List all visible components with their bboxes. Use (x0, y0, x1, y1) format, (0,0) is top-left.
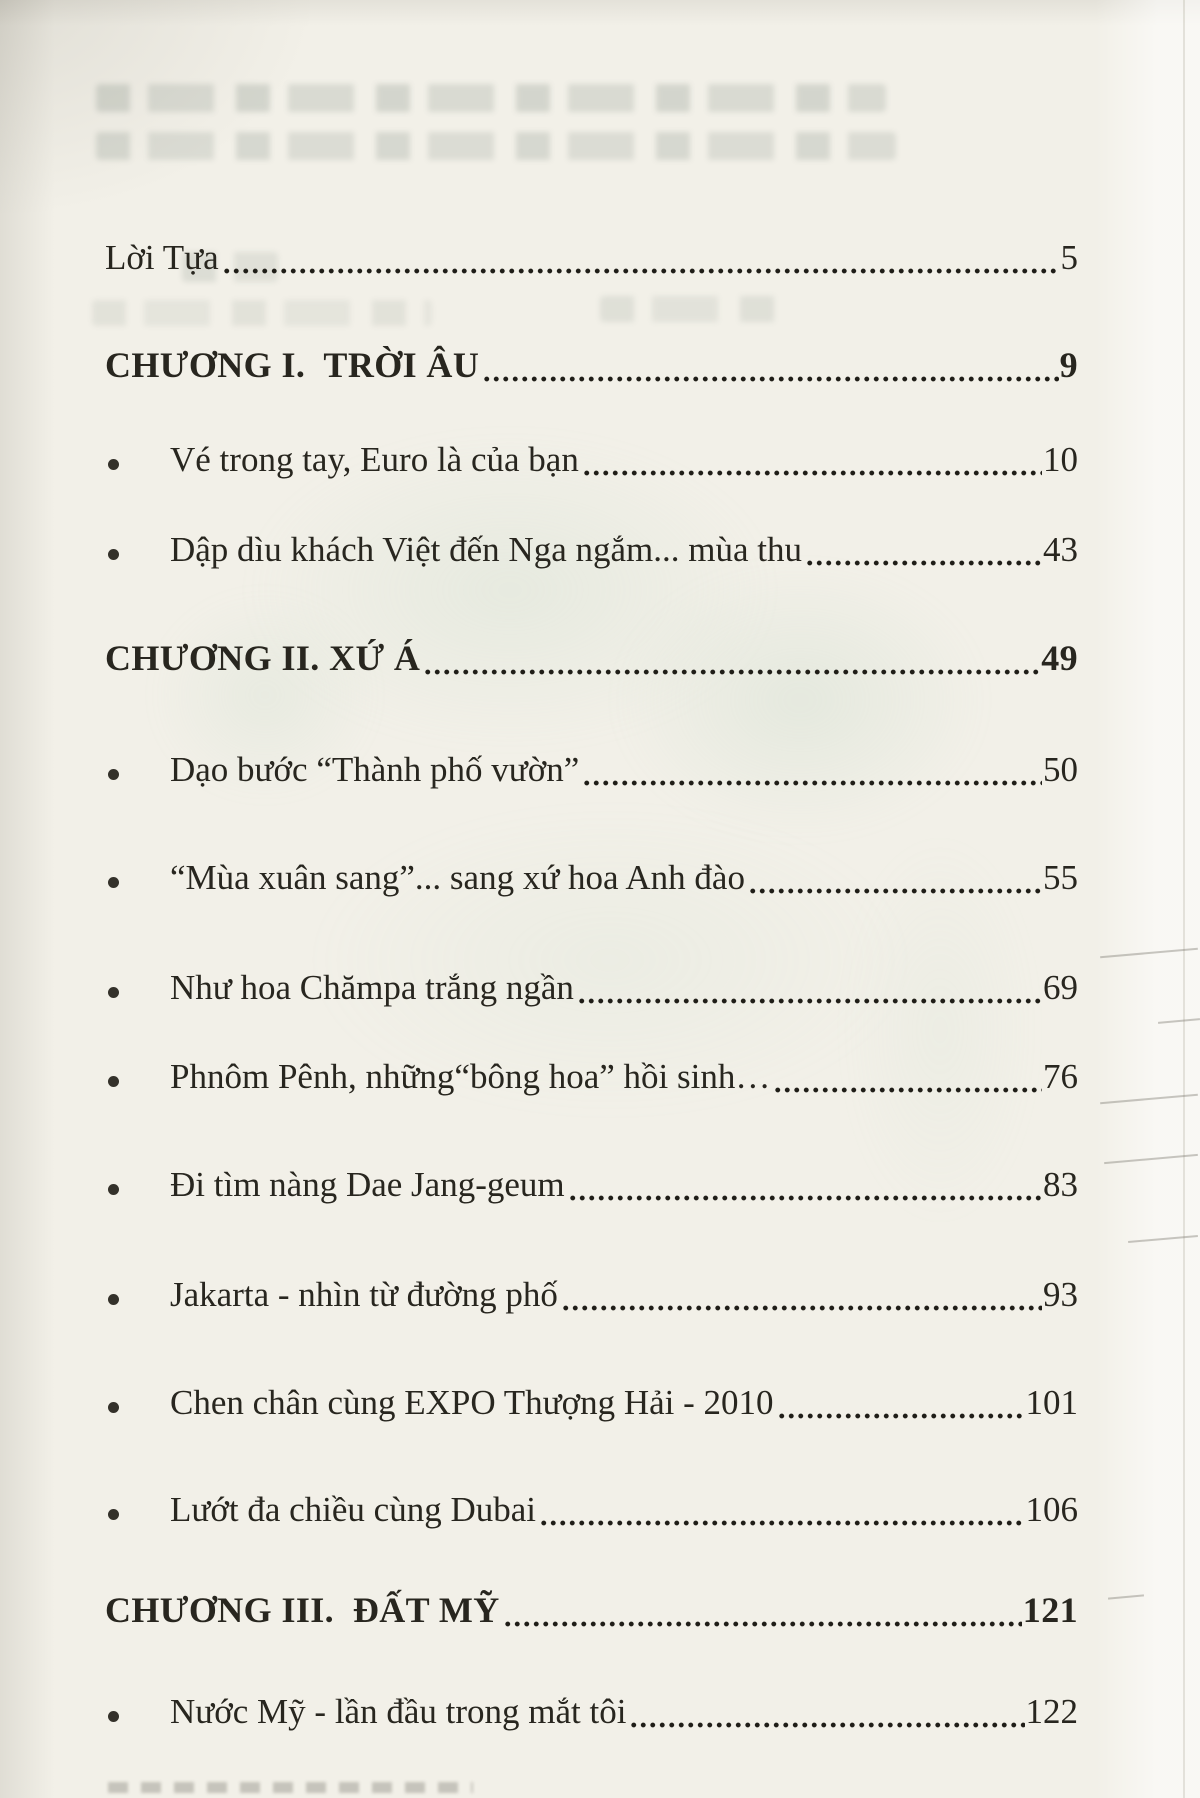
toc-entry-title: Như hoa Chămpa trắng ngần (170, 968, 574, 1007)
toc-row (105, 1689, 1078, 1735)
bullet-icon (108, 1509, 119, 1520)
toc-entry-title: CHƯƠNG II. XỨ Á (105, 638, 421, 678)
dot-leader (773, 1087, 1042, 1093)
bullet-icon (108, 549, 119, 560)
dot-leader (777, 1413, 1025, 1419)
toc-entry-page: 5 (1060, 238, 1078, 277)
dot-leader (561, 1305, 1042, 1311)
toc-entry-title: Lời Tựa (105, 238, 219, 277)
toc-row (105, 235, 1078, 281)
bullet-slot (105, 1076, 170, 1100)
toc-entry-title: Vé trong tay, Euro là của bạn (170, 440, 579, 479)
bullet-slot (105, 769, 170, 793)
toc-entry-page: 69 (1043, 968, 1078, 1007)
toc-row (105, 527, 1078, 573)
bullet-slot (105, 1711, 170, 1735)
bullet-icon (108, 769, 119, 780)
toc-entry-page: 76 (1043, 1057, 1078, 1096)
toc-entry-page: 93 (1043, 1275, 1078, 1314)
bullet-slot (105, 1184, 170, 1208)
page-gutter-shadow (0, 0, 55, 1798)
toc-row (105, 1380, 1078, 1426)
toc-entry-title: Lướt đa chiều cùng Dubai (170, 1490, 536, 1529)
dot-leader (423, 669, 1040, 675)
dot-leader (577, 998, 1042, 1004)
bullet-icon (108, 1184, 119, 1195)
bullet-icon (108, 1711, 119, 1722)
dot-leader (222, 268, 1060, 274)
toc-row (105, 1487, 1078, 1533)
bullet-slot (105, 1294, 170, 1318)
toc-entry-title: CHƯƠNG I. TRỜI ÂU (105, 345, 480, 385)
bullet-icon (108, 459, 119, 470)
bullet-slot (105, 1402, 170, 1426)
dot-leader (503, 1621, 1022, 1627)
toc-row (105, 1587, 1078, 1634)
toc-entry-title: Jakarta - nhìn từ đường phố (170, 1275, 558, 1314)
toc-entry-page: 10 (1043, 440, 1078, 479)
toc-entry-page: 49 (1041, 638, 1078, 678)
toc-row (105, 965, 1078, 1011)
bullet-icon (108, 987, 119, 998)
bullet-slot (105, 987, 170, 1011)
toc-entry-page: 106 (1025, 1490, 1078, 1529)
toc-entry-title: Dập dìu khách Việt đến Nga ngắm... mùa thu (170, 530, 802, 569)
toc-entry-title: CHƯƠNG III. ĐẤT MỸ (105, 1590, 500, 1630)
toc-entry-page: 50 (1043, 750, 1078, 789)
bullet-slot (105, 459, 170, 483)
toc-row (105, 1054, 1078, 1100)
bullet-icon (108, 1294, 119, 1305)
dot-leader (629, 1722, 1024, 1728)
dot-leader (482, 376, 1058, 382)
bullet-slot (105, 877, 170, 901)
dot-leader (748, 888, 1042, 894)
toc-row (105, 747, 1078, 793)
toc-entry-page: 83 (1043, 1165, 1078, 1204)
toc-entry-title: Đi tìm nàng Dae Jang-geum (170, 1165, 565, 1204)
toc-row (105, 342, 1078, 389)
dot-leader (568, 1195, 1042, 1201)
bullet-icon (108, 1402, 119, 1413)
bullet-icon (108, 1076, 119, 1087)
toc-entry-page: 55 (1043, 858, 1078, 897)
toc-row (105, 1162, 1078, 1208)
bullet-slot (105, 1509, 170, 1533)
toc-entry-page: 43 (1043, 530, 1078, 569)
toc-entry-page: 122 (1025, 1692, 1078, 1731)
toc-entry-title: Dạo bước “Thành phố vườn” (170, 750, 580, 789)
toc-row (105, 635, 1078, 682)
toc-entry-title: “Mùa xuân sang”... sang xứ hoa Anh đào (170, 858, 745, 897)
toc-entry-title: Chen chân cùng EXPO Thượng Hải - 2010 (170, 1383, 774, 1422)
toc-row (105, 437, 1078, 483)
toc-entry-title: Nước Mỹ - lần đầu trong mắt tôi (170, 1692, 627, 1731)
page-edge-line (1183, 0, 1185, 1798)
toc-entry-page: 101 (1025, 1383, 1078, 1422)
toc-entry-page: 9 (1059, 345, 1078, 385)
dot-leader (539, 1520, 1025, 1526)
bullet-icon (108, 877, 119, 888)
dot-leader (582, 470, 1042, 476)
toc-entry-page: 121 (1022, 1590, 1078, 1630)
bullet-slot (105, 549, 170, 573)
dot-leader (582, 780, 1042, 786)
toc-list (105, 0, 1078, 1798)
toc-row (105, 1272, 1078, 1318)
toc-row (105, 855, 1078, 901)
dot-leader (805, 560, 1042, 566)
toc-entry-title: Phnôm Pênh, những“bông hoa” hồi sinh… (170, 1057, 771, 1096)
